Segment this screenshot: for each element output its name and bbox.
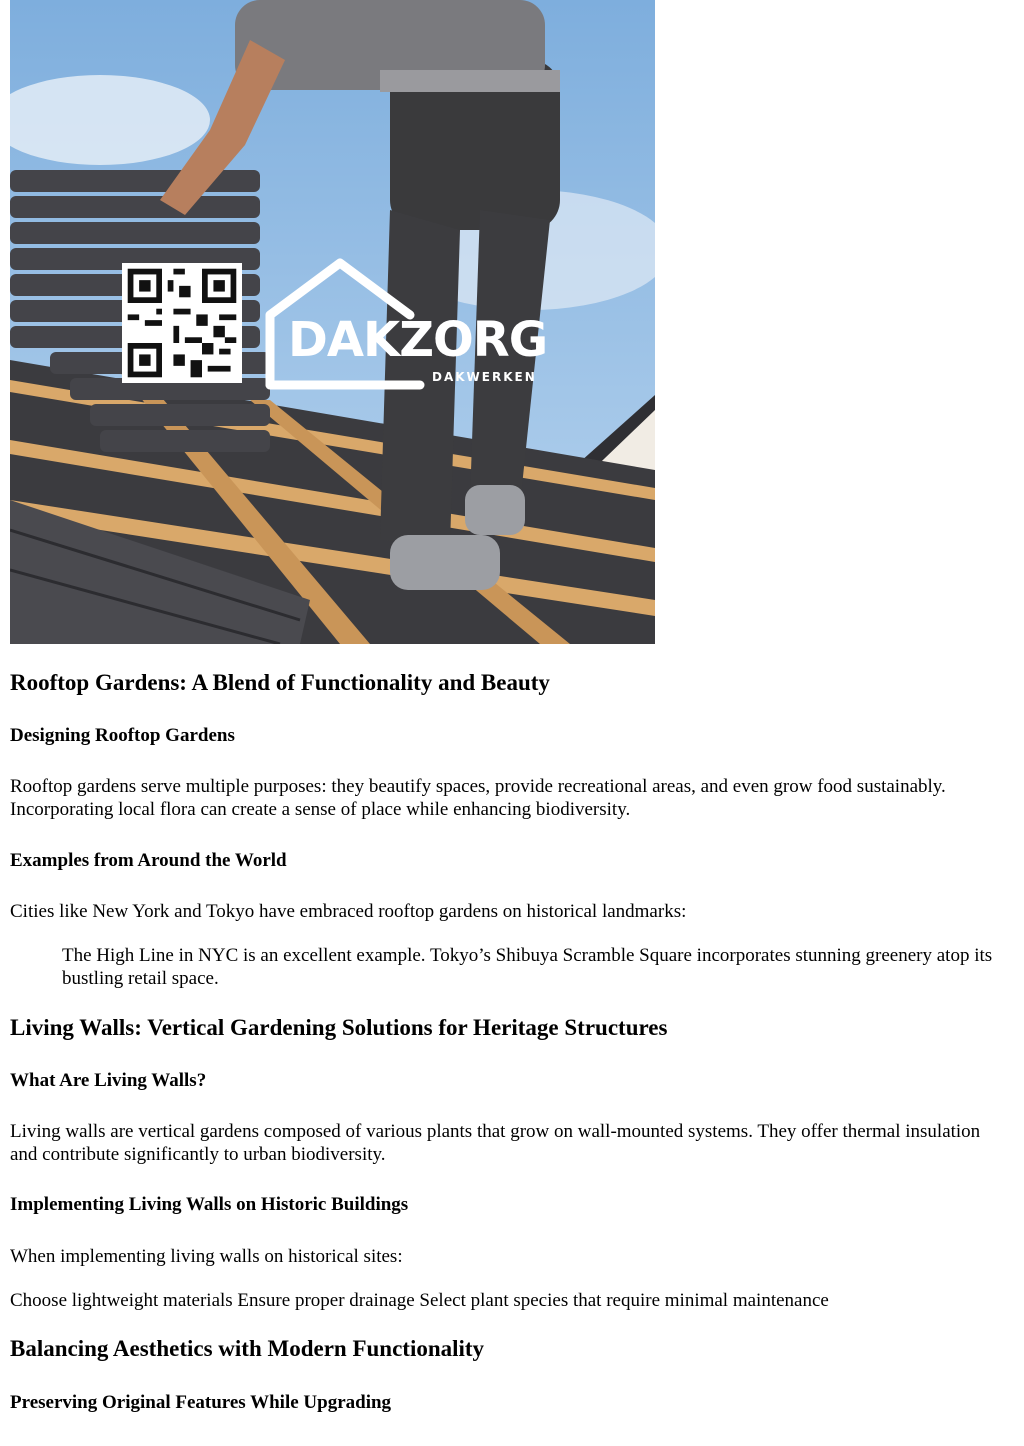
heading-rooftop-gardens: Rooftop Gardens: A Blend of Functionality and Beauty: [10, 670, 550, 695]
logo-tagline: DAKWERKEN: [432, 370, 537, 384]
list-implementing: Choose lightweight materials Ensure proper drainage Select plant species that require minimal maintenance: [10, 1290, 829, 1311]
paragraph-implementing: When implementing living walls on historical sites:: [10, 1246, 403, 1267]
blockquote-examples: The High Line in NYC is an excellent example. Tokyo’s Shibuya Scramble Square incorporates stunning greenery atop its bustling retail space.: [62, 945, 993, 989]
paragraph-examples: Cities like New York and Tokyo have embraced rooftop gardens on historical landmarks:: [10, 901, 687, 922]
heading-living-walls: Living Walls: Vertical Gardening Solutions for Heritage Structures: [10, 1015, 668, 1040]
subheading-preserving: Preserving Original Features While Upgrading: [10, 1392, 392, 1413]
subheading-examples: Examples from Around the World: [10, 850, 287, 871]
subheading-what-are: What Are Living Walls?: [10, 1070, 207, 1091]
logo-name: DAKZORG: [288, 312, 548, 368]
heading-balancing: Balancing Aesthetics with Modern Functionality: [10, 1336, 485, 1361]
hero-image: [10, 0, 655, 644]
qr-code-icon: [122, 263, 242, 383]
subheading-designing: Designing Rooftop Gardens: [10, 725, 235, 746]
paragraph-what-are: Living walls are vertical gardens composed of various plants that grow on wall-mounted systems. They offer thermal insulation and contribute significantly to urban biodiversity.: [10, 1121, 981, 1165]
paragraph-designing: Rooftop gardens serve multiple purposes: they beautify spaces, provide recreational areas, and even grow food sustainably. Incorporating local flora can create a sense of place while enhancing biodiversity.: [10, 776, 946, 820]
subheading-implementing: Implementing Living Walls on Historic Buildings: [10, 1194, 409, 1215]
